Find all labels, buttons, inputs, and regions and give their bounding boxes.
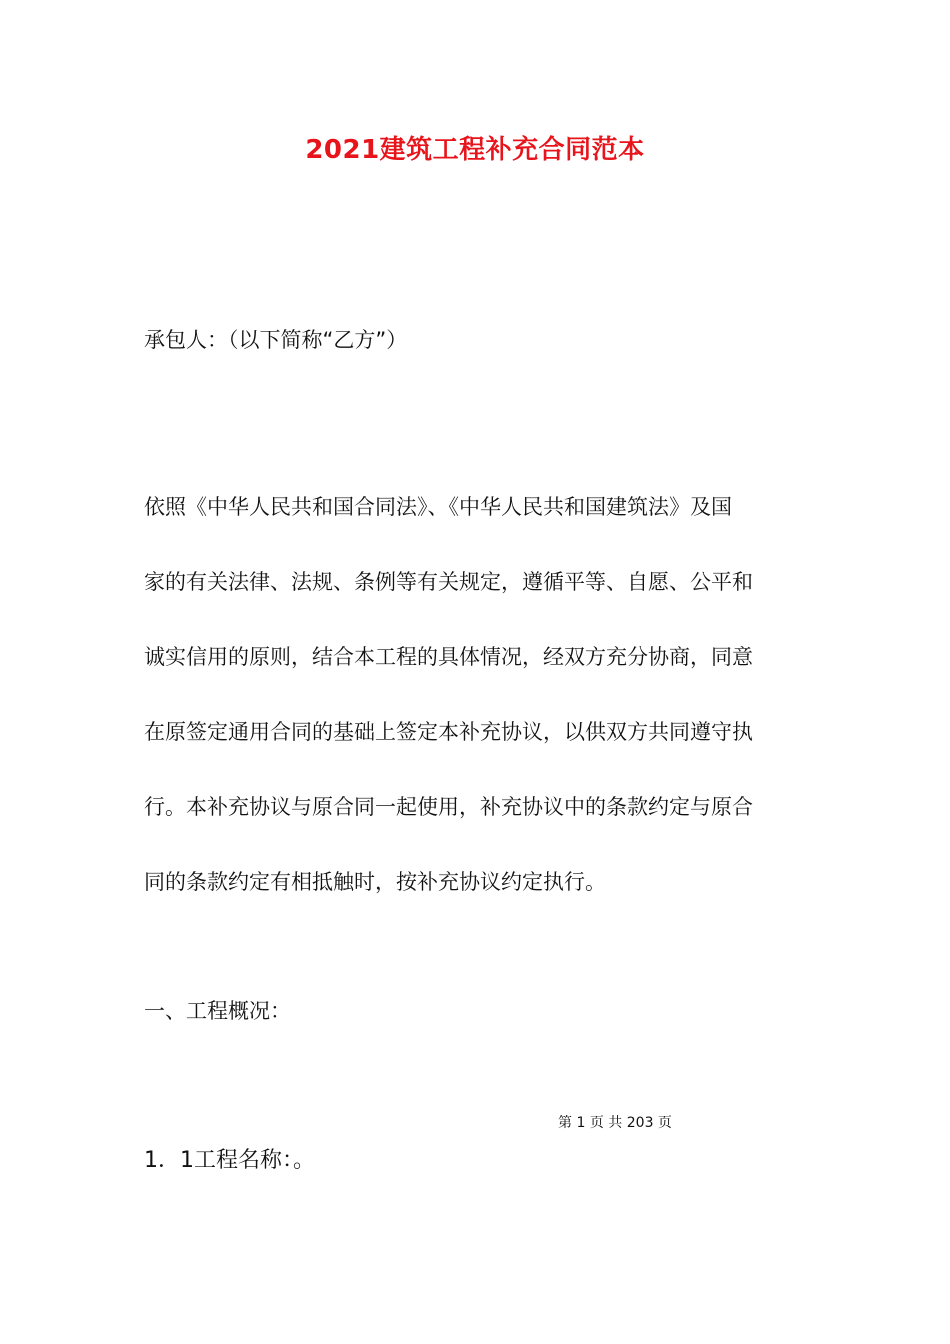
body-line: 家的有关法律、法规、条例等有关规定，遵循平等、自愿、公平和 (144, 570, 753, 594)
item-line-project-name: 1．1工程名称：。 (144, 1148, 315, 1173)
section-heading: 一、工程概况： (144, 999, 291, 1023)
body-line: 行。本补充协议与原合同一起使用，补充协议中的条款约定与原合 (144, 795, 753, 819)
body-paragraph (144, 470, 814, 920)
body-line: 同的条款约定有相抵触时，按补充协议约定执行。 (144, 870, 606, 894)
contractor-line: 承包人：（以下简称“乙方”） (144, 328, 408, 352)
body-line: 诚实信用的原则，结合本工程的具体情况，经双方充分协商，同意 (144, 645, 753, 669)
body-line: 在原签定通用合同的基础上签定本补充协议，以供双方共同遵守执 (144, 720, 753, 744)
page-title: 2021建筑工程补充合同范本 (305, 135, 645, 165)
body-line: 依照《中华人民共和国合同法》、《中华人民共和国建筑法》及国 (144, 495, 732, 519)
page-number-footer: 第 1 页 共 203 页 (558, 1115, 672, 1131)
